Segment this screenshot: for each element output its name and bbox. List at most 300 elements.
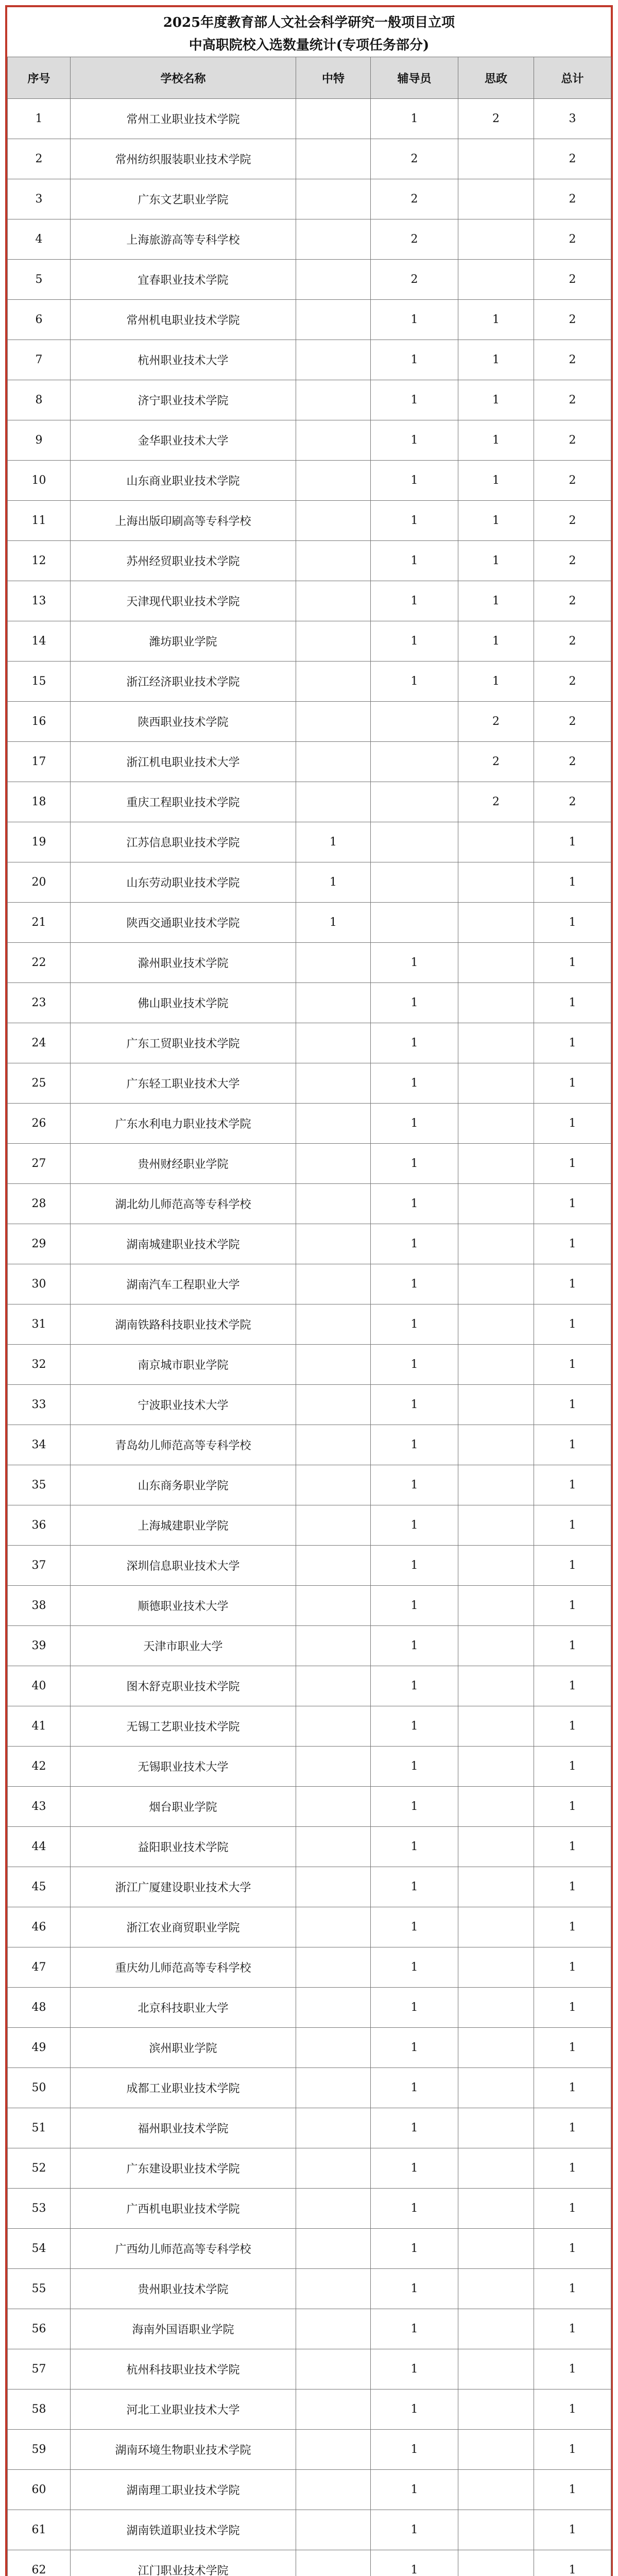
cell-counselor: 1 bbox=[371, 2470, 458, 2510]
table-row bbox=[8, 461, 611, 501]
cell-counselor bbox=[371, 822, 458, 862]
cell-counselor: 1 bbox=[371, 380, 458, 420]
cell-total: 1 bbox=[534, 1827, 611, 1867]
cell-index: 42 bbox=[8, 1747, 71, 1787]
cell-school: 上海城建职业学院 bbox=[71, 1505, 296, 1546]
cell-index: 19 bbox=[8, 822, 71, 862]
cell-school: 陕西职业技术学院 bbox=[71, 702, 296, 742]
cell-ideology: 2 bbox=[458, 742, 534, 782]
cell-ideology bbox=[458, 983, 534, 1023]
cell-index: 16 bbox=[8, 702, 71, 742]
cell-zhongte bbox=[296, 1304, 371, 1345]
table-row bbox=[8, 2148, 611, 2189]
cell-ideology bbox=[458, 1425, 534, 1465]
cell-ideology bbox=[458, 1184, 534, 1224]
cell-index: 17 bbox=[8, 742, 71, 782]
cell-counselor: 1 bbox=[371, 2189, 458, 2229]
cell-counselor: 1 bbox=[371, 1023, 458, 1063]
cell-zhongte bbox=[296, 943, 371, 983]
cell-counselor: 1 bbox=[371, 1666, 458, 1706]
cell-school: 湖南铁道职业技术学院 bbox=[71, 2510, 296, 2550]
cell-zhongte bbox=[296, 1465, 371, 1505]
cell-total: 2 bbox=[534, 541, 611, 581]
cell-school: 顺德职业技术大学 bbox=[71, 1586, 296, 1626]
cell-counselor: 1 bbox=[371, 1546, 458, 1586]
table-row bbox=[8, 1385, 611, 1425]
cell-ideology bbox=[458, 2309, 534, 2349]
cell-ideology bbox=[458, 2349, 534, 2389]
cell-school: 青岛幼儿师范高等专科学校 bbox=[71, 1425, 296, 1465]
cell-total: 1 bbox=[534, 1907, 611, 1947]
cell-total: 1 bbox=[534, 2349, 611, 2389]
cell-zhongte bbox=[296, 662, 371, 702]
cell-zhongte bbox=[296, 1104, 371, 1144]
table-row bbox=[8, 1988, 611, 2028]
cell-counselor: 1 bbox=[371, 1264, 458, 1304]
table-row bbox=[8, 99, 611, 139]
cell-counselor: 1 bbox=[371, 2550, 458, 2576]
cell-school: 湖南汽车工程职业大学 bbox=[71, 1264, 296, 1304]
cell-index: 22 bbox=[8, 943, 71, 983]
cell-ideology bbox=[458, 1304, 534, 1345]
cell-ideology bbox=[458, 1706, 534, 1747]
cell-total: 1 bbox=[534, 1988, 611, 2028]
cell-zhongte bbox=[296, 621, 371, 662]
table-row bbox=[8, 862, 611, 903]
cell-ideology bbox=[458, 1787, 534, 1827]
cell-school: 浙江广厦建设职业技术大学 bbox=[71, 1867, 296, 1907]
cell-counselor: 1 bbox=[371, 1104, 458, 1144]
cell-counselor: 1 bbox=[371, 943, 458, 983]
cell-ideology bbox=[458, 1867, 534, 1907]
cell-school: 佛山职业技术学院 bbox=[71, 983, 296, 1023]
title-line-1: 2025年度教育部人文社会科学研究一般项目立项 bbox=[163, 15, 455, 30]
cell-school: 湖南城建职业技术学院 bbox=[71, 1224, 296, 1264]
cell-ideology bbox=[458, 2229, 534, 2269]
cell-index: 28 bbox=[8, 1184, 71, 1224]
cell-ideology bbox=[458, 1988, 534, 2028]
cell-total: 1 bbox=[534, 2189, 611, 2229]
cell-ideology: 2 bbox=[458, 782, 534, 822]
cell-counselor: 1 bbox=[371, 1947, 458, 1988]
cell-index: 59 bbox=[8, 2430, 71, 2470]
cell-index: 56 bbox=[8, 2309, 71, 2349]
cell-total: 1 bbox=[534, 1505, 611, 1546]
table-row bbox=[8, 2510, 611, 2550]
cell-school: 上海旅游高等专科学校 bbox=[71, 219, 296, 260]
cell-school: 益阳职业技术学院 bbox=[71, 1827, 296, 1867]
cell-school: 滁州职业技术学院 bbox=[71, 943, 296, 983]
cell-counselor: 1 bbox=[371, 1184, 458, 1224]
cell-counselor: 1 bbox=[371, 461, 458, 501]
cell-total: 1 bbox=[534, 2470, 611, 2510]
cell-zhongte bbox=[296, 179, 371, 219]
cell-counselor: 1 bbox=[371, 2389, 458, 2430]
cell-ideology bbox=[458, 1907, 534, 1947]
table-row bbox=[8, 179, 611, 219]
cell-ideology bbox=[458, 1144, 534, 1184]
cell-ideology: 1 bbox=[458, 501, 534, 541]
cell-index: 31 bbox=[8, 1304, 71, 1345]
table-row bbox=[8, 2068, 611, 2108]
cell-total: 1 bbox=[534, 862, 611, 903]
table-row bbox=[8, 1666, 611, 1706]
cell-ideology bbox=[458, 1465, 534, 1505]
cell-counselor: 1 bbox=[371, 983, 458, 1023]
cell-total: 1 bbox=[534, 2229, 611, 2269]
cell-total: 1 bbox=[534, 1546, 611, 1586]
cell-school: 苏州经贸职业技术学院 bbox=[71, 541, 296, 581]
table-row bbox=[8, 662, 611, 702]
cell-zhongte bbox=[296, 380, 371, 420]
table-row bbox=[8, 1947, 611, 1988]
header-ideology: 思政 bbox=[458, 57, 534, 99]
table-header-row bbox=[8, 57, 611, 99]
cell-index: 46 bbox=[8, 1907, 71, 1947]
cell-zhongte bbox=[296, 2189, 371, 2229]
cell-counselor: 1 bbox=[371, 1907, 458, 1947]
cell-total: 2 bbox=[534, 621, 611, 662]
cell-school: 海南外国语职业学院 bbox=[71, 2309, 296, 2349]
cell-ideology bbox=[458, 1626, 534, 1666]
table-row bbox=[8, 1224, 611, 1264]
cell-zhongte bbox=[296, 1385, 371, 1425]
cell-total: 1 bbox=[534, 1706, 611, 1747]
cell-zhongte bbox=[296, 2269, 371, 2309]
table-row bbox=[8, 300, 611, 340]
table-row bbox=[8, 1264, 611, 1304]
table-row bbox=[8, 1546, 611, 1586]
cell-zhongte bbox=[296, 2229, 371, 2269]
cell-index: 9 bbox=[8, 420, 71, 461]
cell-counselor: 1 bbox=[371, 2148, 458, 2189]
cell-index: 44 bbox=[8, 1827, 71, 1867]
cell-total: 2 bbox=[534, 300, 611, 340]
table-body bbox=[8, 99, 611, 2576]
cell-index: 38 bbox=[8, 1586, 71, 1626]
cell-index: 36 bbox=[8, 1505, 71, 1546]
cell-index: 1 bbox=[8, 99, 71, 139]
cell-ideology bbox=[458, 1345, 534, 1385]
cell-ideology: 1 bbox=[458, 662, 534, 702]
cell-index: 60 bbox=[8, 2470, 71, 2510]
cell-total: 1 bbox=[534, 1867, 611, 1907]
cell-ideology bbox=[458, 1023, 534, 1063]
cell-total: 1 bbox=[534, 1224, 611, 1264]
cell-zhongte bbox=[296, 2108, 371, 2148]
header-index: 序号 bbox=[8, 57, 71, 99]
table-row bbox=[8, 903, 611, 943]
cell-index: 6 bbox=[8, 300, 71, 340]
cell-total: 1 bbox=[534, 1385, 611, 1425]
cell-ideology bbox=[458, 943, 534, 983]
table-row bbox=[8, 2389, 611, 2430]
cell-total: 1 bbox=[534, 1586, 611, 1626]
table-row bbox=[8, 380, 611, 420]
cell-zhongte bbox=[296, 99, 371, 139]
cell-zhongte bbox=[296, 1546, 371, 1586]
cell-zhongte bbox=[296, 461, 371, 501]
table-row bbox=[8, 541, 611, 581]
cell-total: 2 bbox=[534, 662, 611, 702]
cell-zhongte bbox=[296, 1063, 371, 1104]
cell-zhongte bbox=[296, 1626, 371, 1666]
cell-ideology bbox=[458, 2510, 534, 2550]
cell-ideology bbox=[458, 1947, 534, 1988]
cell-school: 成都工业职业技术学院 bbox=[71, 2068, 296, 2108]
cell-index: 62 bbox=[8, 2550, 71, 2576]
cell-school: 宜春职业技术学院 bbox=[71, 260, 296, 300]
cell-counselor: 1 bbox=[371, 2229, 458, 2269]
cell-zhongte bbox=[296, 1224, 371, 1264]
cell-school: 湖北幼儿师范高等专科学校 bbox=[71, 1184, 296, 1224]
cell-total: 1 bbox=[534, 2389, 611, 2430]
title-line-2: 中高职院校入选数量统计(专项任务部分) bbox=[188, 38, 430, 53]
cell-index: 3 bbox=[8, 179, 71, 219]
cell-total: 2 bbox=[534, 420, 611, 461]
cell-counselor: 2 bbox=[371, 179, 458, 219]
cell-ideology bbox=[458, 2269, 534, 2309]
cell-ideology bbox=[458, 1747, 534, 1787]
cell-total: 1 bbox=[534, 983, 611, 1023]
cell-counselor: 1 bbox=[371, 581, 458, 621]
cell-total: 1 bbox=[534, 2510, 611, 2550]
cell-zhongte bbox=[296, 702, 371, 742]
cell-zhongte: 1 bbox=[296, 862, 371, 903]
cell-counselor: 1 bbox=[371, 1787, 458, 1827]
cell-zhongte bbox=[296, 2389, 371, 2430]
cell-ideology bbox=[458, 1505, 534, 1546]
table-row bbox=[8, 219, 611, 260]
cell-index: 61 bbox=[8, 2510, 71, 2550]
cell-zhongte bbox=[296, 742, 371, 782]
cell-total: 2 bbox=[534, 380, 611, 420]
cell-index: 32 bbox=[8, 1345, 71, 1385]
cell-ideology: 1 bbox=[458, 300, 534, 340]
cell-counselor: 1 bbox=[371, 621, 458, 662]
cell-total: 1 bbox=[534, 1144, 611, 1184]
cell-zhongte bbox=[296, 2028, 371, 2068]
table-row bbox=[8, 2269, 611, 2309]
cell-zhongte bbox=[296, 2470, 371, 2510]
cell-school: 河北工业职业技术大学 bbox=[71, 2389, 296, 2430]
cell-index: 20 bbox=[8, 862, 71, 903]
cell-zhongte bbox=[296, 2430, 371, 2470]
table-row bbox=[8, 2229, 611, 2269]
cell-school: 广东建设职业技术学院 bbox=[71, 2148, 296, 2189]
cell-ideology bbox=[458, 139, 534, 179]
cell-zhongte bbox=[296, 2309, 371, 2349]
cell-index: 43 bbox=[8, 1787, 71, 1827]
cell-school: 潍坊职业学院 bbox=[71, 621, 296, 662]
table-row bbox=[8, 340, 611, 380]
cell-ideology bbox=[458, 1104, 534, 1144]
cell-counselor bbox=[371, 742, 458, 782]
cell-school: 济宁职业技术学院 bbox=[71, 380, 296, 420]
cell-ideology bbox=[458, 2148, 534, 2189]
cell-zhongte bbox=[296, 1947, 371, 1988]
header-total: 总计 bbox=[534, 57, 611, 99]
cell-total: 2 bbox=[534, 139, 611, 179]
cell-ideology: 1 bbox=[458, 380, 534, 420]
cell-school: 广西机电职业技术学院 bbox=[71, 2189, 296, 2229]
cell-ideology bbox=[458, 1586, 534, 1626]
table-row bbox=[8, 1184, 611, 1224]
cell-index: 39 bbox=[8, 1626, 71, 1666]
cell-index: 51 bbox=[8, 2108, 71, 2148]
cell-total: 2 bbox=[534, 461, 611, 501]
cell-index: 2 bbox=[8, 139, 71, 179]
cell-counselor: 1 bbox=[371, 2309, 458, 2349]
cell-ideology bbox=[458, 822, 534, 862]
cell-counselor: 1 bbox=[371, 2430, 458, 2470]
cell-ideology bbox=[458, 179, 534, 219]
cell-counselor: 1 bbox=[371, 1988, 458, 2028]
cell-index: 52 bbox=[8, 2148, 71, 2189]
cell-total: 1 bbox=[534, 1304, 611, 1345]
cell-school: 重庆幼儿师范高等专科学校 bbox=[71, 1947, 296, 1988]
table-row bbox=[8, 2189, 611, 2229]
cell-index: 14 bbox=[8, 621, 71, 662]
cell-school: 无锡工艺职业技术学院 bbox=[71, 1706, 296, 1747]
cell-ideology: 1 bbox=[458, 541, 534, 581]
table-row bbox=[8, 1345, 611, 1385]
cell-zhongte bbox=[296, 983, 371, 1023]
cell-total: 2 bbox=[534, 260, 611, 300]
cell-school: 无锡职业技术大学 bbox=[71, 1747, 296, 1787]
cell-index: 15 bbox=[8, 662, 71, 702]
cell-ideology bbox=[458, 862, 534, 903]
cell-ideology bbox=[458, 2108, 534, 2148]
cell-ideology bbox=[458, 1264, 534, 1304]
cell-school: 陕西交通职业技术学院 bbox=[71, 903, 296, 943]
cell-counselor: 1 bbox=[371, 1224, 458, 1264]
table-row bbox=[8, 1104, 611, 1144]
header-counselor: 辅导员 bbox=[371, 57, 458, 99]
table-row bbox=[8, 1144, 611, 1184]
cell-counselor: 1 bbox=[371, 1465, 458, 1505]
cell-zhongte bbox=[296, 1666, 371, 1706]
cell-school: 常州纺织服装职业技术学院 bbox=[71, 139, 296, 179]
cell-school: 湖南环境生物职业技术学院 bbox=[71, 2430, 296, 2470]
cell-total: 1 bbox=[534, 1947, 611, 1988]
cell-total: 1 bbox=[534, 2550, 611, 2576]
cell-index: 26 bbox=[8, 1104, 71, 1144]
cell-ideology bbox=[458, 2028, 534, 2068]
cell-ideology: 1 bbox=[458, 340, 534, 380]
cell-index: 25 bbox=[8, 1063, 71, 1104]
cell-zhongte bbox=[296, 2068, 371, 2108]
header-school: 学校名称 bbox=[71, 57, 296, 99]
cell-index: 13 bbox=[8, 581, 71, 621]
cell-ideology bbox=[458, 1385, 534, 1425]
cell-zhongte bbox=[296, 1345, 371, 1385]
cell-zhongte bbox=[296, 2510, 371, 2550]
cell-zhongte bbox=[296, 139, 371, 179]
cell-zhongte bbox=[296, 581, 371, 621]
sheet-title bbox=[7, 7, 611, 57]
table-row bbox=[8, 2108, 611, 2148]
cell-school: 重庆工程职业技术学院 bbox=[71, 782, 296, 822]
cell-counselor: 1 bbox=[371, 1867, 458, 1907]
header-zhongte: 中特 bbox=[296, 57, 371, 99]
cell-index: 55 bbox=[8, 2269, 71, 2309]
table-row bbox=[8, 1907, 611, 1947]
cell-total: 1 bbox=[534, 2068, 611, 2108]
table-row bbox=[8, 943, 611, 983]
cell-ideology: 1 bbox=[458, 420, 534, 461]
cell-school: 福州职业技术学院 bbox=[71, 2108, 296, 2148]
cell-zhongte bbox=[296, 219, 371, 260]
cell-counselor: 1 bbox=[371, 1425, 458, 1465]
cell-total: 1 bbox=[534, 1264, 611, 1304]
table-row bbox=[8, 420, 611, 461]
cell-zhongte bbox=[296, 1425, 371, 1465]
cell-total: 1 bbox=[534, 943, 611, 983]
cell-ideology bbox=[458, 2389, 534, 2430]
cell-zhongte bbox=[296, 1023, 371, 1063]
cell-total: 2 bbox=[534, 782, 611, 822]
cell-index: 27 bbox=[8, 1144, 71, 1184]
cell-counselor: 1 bbox=[371, 501, 458, 541]
cell-zhongte bbox=[296, 541, 371, 581]
table-row bbox=[8, 2028, 611, 2068]
table-row bbox=[8, 1465, 611, 1505]
cell-school: 江门职业技术学院 bbox=[71, 2550, 296, 2576]
cell-index: 47 bbox=[8, 1947, 71, 1988]
cell-zhongte bbox=[296, 501, 371, 541]
statistics-sheet bbox=[5, 5, 613, 2576]
cell-index: 11 bbox=[8, 501, 71, 541]
cell-school: 广东水利电力职业技术学院 bbox=[71, 1104, 296, 1144]
cell-school: 贵州职业技术学院 bbox=[71, 2269, 296, 2309]
cell-counselor: 1 bbox=[371, 2028, 458, 2068]
cell-ideology bbox=[458, 1224, 534, 1264]
cell-zhongte bbox=[296, 1264, 371, 1304]
cell-ideology bbox=[458, 260, 534, 300]
cell-counselor: 1 bbox=[371, 2269, 458, 2309]
cell-index: 24 bbox=[8, 1023, 71, 1063]
cell-school: 天津市职业大学 bbox=[71, 1626, 296, 1666]
cell-total: 2 bbox=[534, 501, 611, 541]
cell-index: 54 bbox=[8, 2229, 71, 2269]
cell-zhongte bbox=[296, 2148, 371, 2189]
cell-counselor: 1 bbox=[371, 1827, 458, 1867]
cell-ideology: 1 bbox=[458, 621, 534, 662]
table-row bbox=[8, 1787, 611, 1827]
cell-counselor: 1 bbox=[371, 662, 458, 702]
table-row bbox=[8, 2349, 611, 2389]
table-row bbox=[8, 1827, 611, 1867]
cell-school: 宁波职业技术大学 bbox=[71, 1385, 296, 1425]
cell-total: 1 bbox=[534, 2430, 611, 2470]
cell-index: 18 bbox=[8, 782, 71, 822]
cell-total: 2 bbox=[534, 340, 611, 380]
cell-total: 1 bbox=[534, 1465, 611, 1505]
cell-index: 8 bbox=[8, 380, 71, 420]
cell-school: 浙江机电职业技术大学 bbox=[71, 742, 296, 782]
cell-counselor bbox=[371, 903, 458, 943]
cell-counselor: 1 bbox=[371, 1304, 458, 1345]
cell-total: 1 bbox=[534, 1023, 611, 1063]
cell-school: 图木舒克职业技术学院 bbox=[71, 1666, 296, 1706]
table-row bbox=[8, 139, 611, 179]
cell-total: 1 bbox=[534, 903, 611, 943]
table-row bbox=[8, 1706, 611, 1747]
table-row bbox=[8, 983, 611, 1023]
cell-counselor: 1 bbox=[371, 1706, 458, 1747]
cell-total: 1 bbox=[534, 2108, 611, 2148]
